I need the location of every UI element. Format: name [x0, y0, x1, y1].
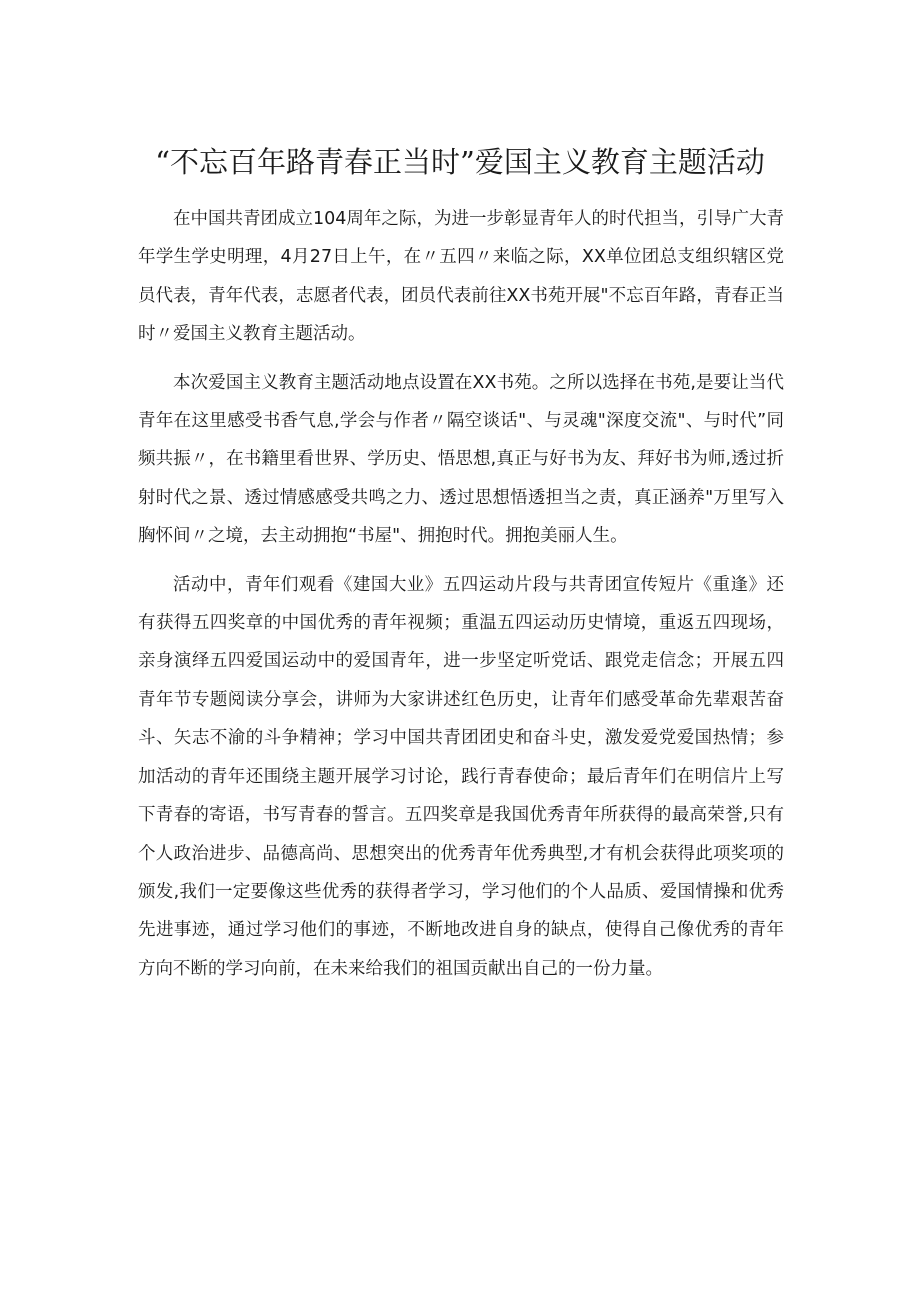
paragraph-1: 在中国共青团成立104周年之际，为进一步彰显青年人的时代担当，引导广大青年学生学史明理，4月27日上午，在〃五四〃来临之际，XX单位团总支组织辖区党员代表，青年代表，志愿者代表，团员代表前往XX书苑开展"不忘百年路，青春正当时〃爱国主义教育主题活动。: [138, 209, 784, 345]
paragraph-3: 活动中，青年们观看《建国大业》五四运动片段与共青团宣传短片《重逢》还有获得五四奖章的中国优秀的青年视频；重温五四运动历史情境，重返五四现场，亲身演绎五四爱国运动中的爱国青年，进一步坚定听党话、跟党走信念；开展五四青年节专题阅读分享会，讲师为大家讲述红色历史，让青年们感受革命先辈艰苦奋斗、矢志不渝的斗争精神；学习中国共青团团史和奋斗史，激发爱党爱国热情；参加活动的青年还围绕主题开展学习讨论，践行青春使命；最后青年们在明信片上写下青春的寄语，书写青春的誓言。五四奖章是我国优秀青年所获得的最高荣誉,只有个人政治进步、品德高尚、思想突出的优秀青年优秀典型,才有机会获得此项奖项的颁发,我们一定要像这些优秀的获得者学习，学习他们的个人品质、爱国情操和优秀先进事迹，通过学习他们的事迹，不断地改进自身的缺点，使得自己像优秀的青年方向不断的学习向前，在未来给我们的祖国贡献出自己的一份力量。: [138, 574, 784, 979]
paragraph-2: 本次爱国主义教育主题活动地点设置在XX书苑。之所以选择在书苑,是要让当代青年在这里感受书香气息,学会与作者〃隔空谈话"、与灵魂"深度交流"、与时代”同频共振〃，在书籍里看世界、学历史、悟思想,真正与好书为友、拜好书为师,透过折射时代之景、透过情感感受共鸣之力、透过思想悟透担当之责，真正涵养"万里写入胸怀间〃之境，去主动拥抱“书屋"、拥抱时代。拥抱美丽人生。: [138, 372, 784, 547]
document-title: “不忘百年路青春正当时”爱国主义教育主题活动: [155, 145, 765, 179]
document-body: [138, 200, 784, 998]
